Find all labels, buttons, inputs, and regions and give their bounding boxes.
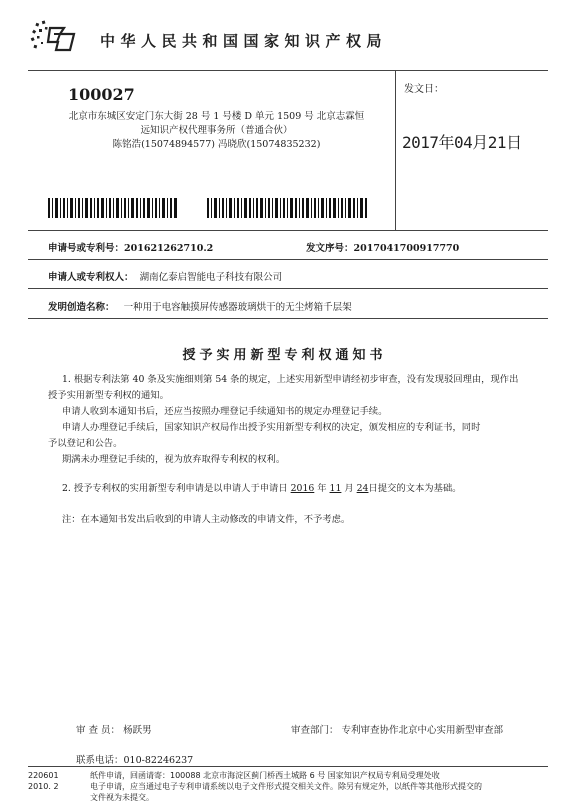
address-line: 远知识产权代理事务所（普通合伙） xyxy=(140,125,293,136)
application-number-label: 申请号或专利号： xyxy=(48,243,125,254)
invention-label: 发明创造名称： xyxy=(48,302,115,313)
year-unit: 年 xyxy=(317,483,327,494)
paragraph-line: 申请人办理登记手续后，国家知识产权局作出授予实用新型专利权的决定，颁发相应的专利证书，同时 xyxy=(62,422,481,433)
phone-number: 010-82246237 xyxy=(123,755,194,766)
examiner-label: 审 查 员： xyxy=(76,725,121,736)
phone-label: 联系电话： xyxy=(76,755,124,766)
paragraph-line: 予以登记和公告。 xyxy=(48,438,123,449)
footer-line: 电子申请，应当通过电子专利申请系统以电子文件形式提交相关文件。除另有规定外，以纸件等其他形式提交的 xyxy=(90,782,482,791)
phone-row xyxy=(76,752,193,766)
document-number-row xyxy=(306,240,459,254)
footer-line: 纸件申请，回函请寄：100088 北京市海淀区蓟门桥西土城路 6 号 国家知识产权局专利局受理处收 xyxy=(90,771,440,780)
form-version: 2010. 2 xyxy=(28,782,59,791)
document-number: 2017041700917770 xyxy=(353,243,460,254)
divider xyxy=(28,230,548,231)
divider xyxy=(28,288,548,289)
footer-line: 文件视为未提交。 xyxy=(90,793,154,802)
paragraph-2 xyxy=(48,481,538,497)
month-unit: 月 xyxy=(344,483,354,494)
org-name: 中华人民共和国国家知识产权局 xyxy=(100,32,388,50)
note xyxy=(48,512,538,528)
form-code: 220601 xyxy=(28,771,59,780)
note-text: 注：在本通知书发出后收到的申请人主动修改的申请文件，不予考虑。 xyxy=(62,514,351,525)
examiner-row xyxy=(76,722,152,736)
department-label: 审查部门： xyxy=(291,725,339,736)
invention-name: 一种用于电容触摸屏传感器玻璃烘干的无尘烤箱千层架 xyxy=(123,302,352,313)
divider xyxy=(28,70,548,71)
invention-row xyxy=(48,299,352,313)
department-name: 专利审查协作北京中心实用新型审查部 xyxy=(341,725,504,736)
applicant-name: 湖南亿泰启智能电子科技有限公司 xyxy=(139,272,283,283)
cnipa-logo-icon xyxy=(30,20,80,58)
paragraph-text: 2. 授予专利权的实用新型专利申请是以申请人于申请日 xyxy=(62,483,288,494)
department-row xyxy=(291,722,503,736)
filing-year: 2016 xyxy=(290,483,315,494)
notice-title: 授予实用新型专利权通知书 xyxy=(182,348,387,363)
notice-body xyxy=(48,372,538,468)
barcode-icon xyxy=(207,198,367,218)
paragraph-line: 申请人收到本通知书后，还应当按照办理登记手续通知书的规定办理登记手续。 xyxy=(62,406,388,417)
postcode: 100027 xyxy=(68,85,135,104)
paragraph-line: 期满未办理登记手续的，视为放弃取得专利权的权利。 xyxy=(62,454,286,465)
divider xyxy=(28,259,548,260)
paragraph-line: 1. 根据专利法第 40 条及实施细则第 54 条的规定，上述实用新型申请经初步审查，没有发现驳回理由，现作出 xyxy=(62,374,519,385)
barcode-icon xyxy=(48,198,178,218)
examiner-name: 杨跃男 xyxy=(123,725,152,736)
issue-date-label: 发文日： xyxy=(404,84,444,95)
application-number: 201621262710.2 xyxy=(124,243,214,254)
address-line: 陈铭浩(15074894577) 冯晓欣(15074835232) xyxy=(112,139,321,150)
application-number-row xyxy=(48,240,213,254)
divider xyxy=(28,766,548,767)
applicant-row xyxy=(48,269,282,283)
issue-date: 2017年04月21日 xyxy=(402,133,522,152)
paragraph-line: 授予实用新型专利权的通知。 xyxy=(48,390,169,401)
document-number-label: 发文序号： xyxy=(306,243,354,254)
applicant-label: 申请人或专利权人： xyxy=(48,272,134,283)
divider xyxy=(395,70,396,230)
filing-day: 24 xyxy=(356,483,369,494)
filing-month: 11 xyxy=(329,483,342,494)
divider xyxy=(28,318,548,319)
address-line: 北京市东城区安定门东大街 28 号 1 号楼 D 单元 1509 号 北京志霖恒 xyxy=(68,111,365,122)
paragraph-text: 日提交的文本为基础。 xyxy=(368,483,462,494)
